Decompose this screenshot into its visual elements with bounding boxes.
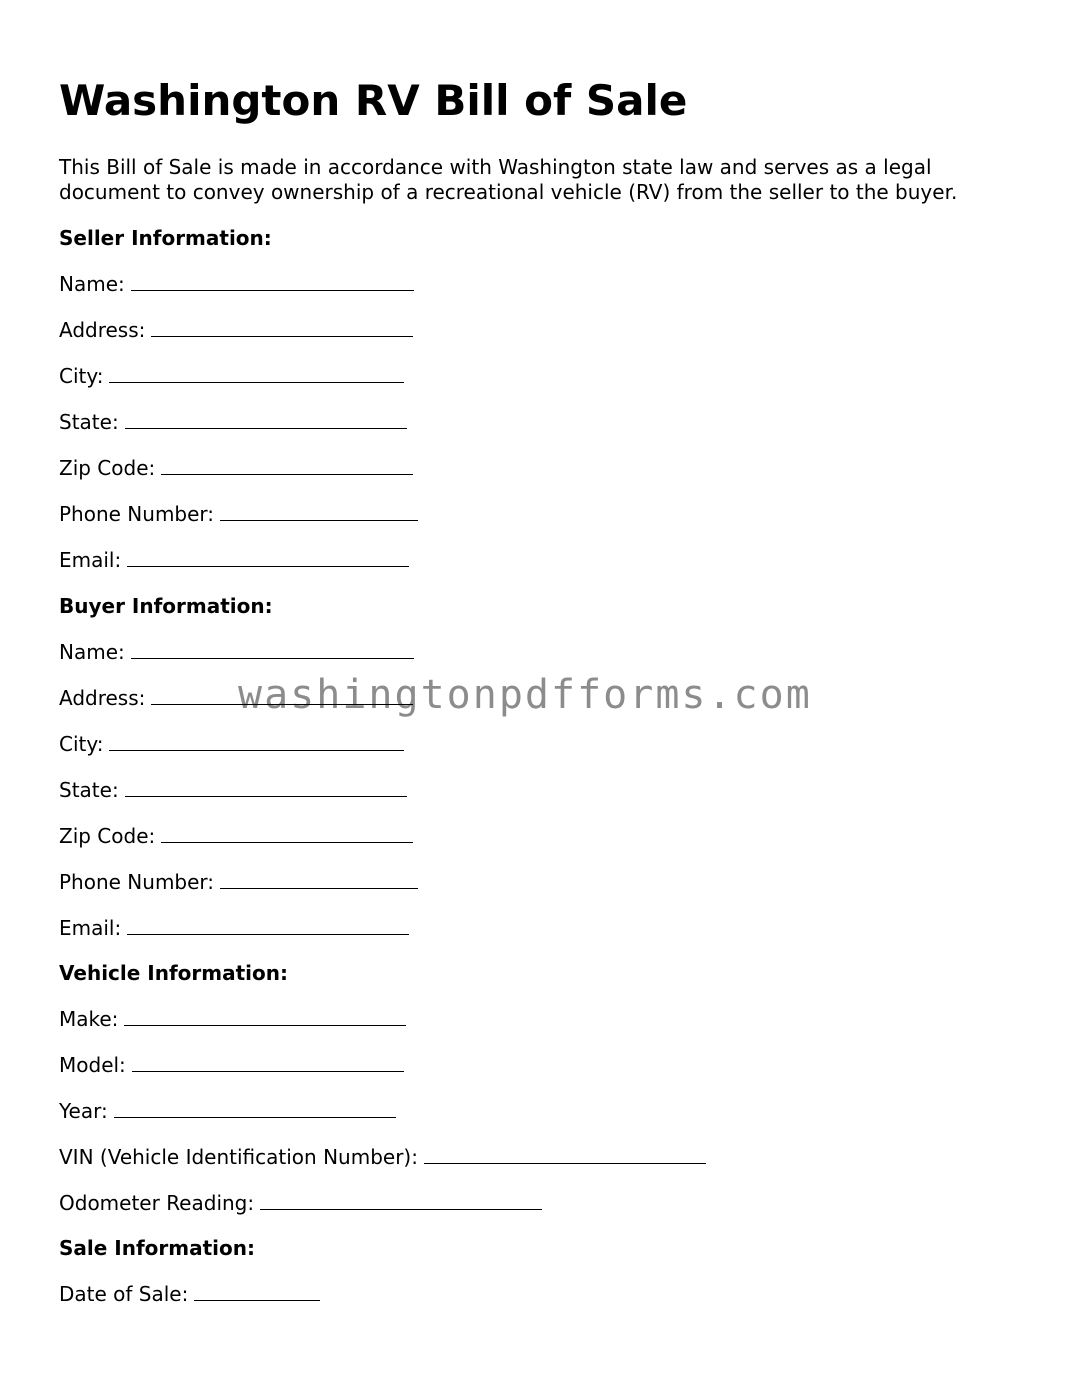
buyer-email-row	[59, 916, 409, 940]
vehicle-year-label: Year:	[59, 1099, 108, 1123]
vehicle-year-row	[59, 1099, 396, 1123]
seller-name-row	[59, 272, 414, 296]
seller-city-row	[59, 364, 404, 388]
vehicle-year-field[interactable]	[114, 1099, 396, 1118]
document-title: Washington RV Bill of Sale	[59, 76, 688, 125]
seller-email-field[interactable]	[127, 548, 409, 567]
seller-address-label: Address:	[59, 318, 146, 342]
sale-section-heading: Sale Information:	[59, 1236, 255, 1260]
vehicle-make-label: Make:	[59, 1007, 119, 1031]
buyer-state-label: State:	[59, 778, 119, 802]
seller-name-label: Name:	[59, 272, 125, 296]
buyer-address-row	[59, 686, 413, 710]
buyer-zip-label: Zip Code:	[59, 824, 156, 848]
seller-city-field[interactable]	[109, 364, 404, 383]
seller-phone-field[interactable]	[220, 502, 418, 521]
vehicle-model-label: Model:	[59, 1053, 126, 1077]
seller-state-label: State:	[59, 410, 119, 434]
buyer-city-field[interactable]	[109, 732, 404, 751]
buyer-email-label: Email:	[59, 916, 122, 940]
buyer-address-label: Address:	[59, 686, 146, 710]
sale-date-row	[59, 1282, 320, 1306]
seller-phone-row	[59, 502, 418, 526]
buyer-city-label: City:	[59, 732, 104, 756]
watermark-text: washingtonpdfforms.com	[238, 672, 812, 718]
vehicle-vin-field[interactable]	[424, 1145, 706, 1164]
sale-date-label: Date of Sale:	[59, 1282, 189, 1306]
buyer-zip-row	[59, 824, 413, 848]
seller-phone-label: Phone Number:	[59, 502, 215, 526]
vehicle-odometer-field[interactable]	[260, 1191, 542, 1210]
vehicle-odometer-row	[59, 1191, 542, 1215]
buyer-zip-field[interactable]	[161, 824, 413, 843]
seller-zip-field[interactable]	[161, 456, 413, 475]
seller-state-field[interactable]	[125, 410, 407, 429]
buyer-state-field[interactable]	[125, 778, 407, 797]
vehicle-section-heading: Vehicle Information:	[59, 961, 288, 985]
seller-name-field[interactable]	[131, 272, 414, 291]
vehicle-vin-row	[59, 1145, 706, 1169]
vehicle-make-field[interactable]	[124, 1007, 406, 1026]
buyer-phone-field[interactable]	[220, 870, 418, 889]
seller-email-label: Email:	[59, 548, 122, 572]
seller-address-row	[59, 318, 413, 342]
intro-paragraph: This Bill of Sale is made in accordance with Washington state law and serves as a legal document to convey ownership of a recreational vehicle (RV) from the seller to the buyer.	[59, 155, 958, 204]
seller-state-row	[59, 410, 407, 434]
sale-date-field[interactable]	[194, 1282, 320, 1301]
vehicle-model-row	[59, 1053, 404, 1077]
buyer-state-row	[59, 778, 407, 802]
seller-section-heading: Seller Information:	[59, 226, 272, 250]
seller-email-row	[59, 548, 409, 572]
buyer-name-row	[59, 640, 414, 664]
seller-city-label: City:	[59, 364, 104, 388]
seller-zip-label: Zip Code:	[59, 456, 156, 480]
vehicle-model-field[interactable]	[132, 1053, 404, 1072]
buyer-city-row	[59, 732, 404, 756]
buyer-name-label: Name:	[59, 640, 125, 664]
seller-zip-row	[59, 456, 413, 480]
seller-address-field[interactable]	[151, 318, 413, 337]
buyer-phone-label: Phone Number:	[59, 870, 215, 894]
buyer-section-heading: Buyer Information:	[59, 594, 273, 618]
vehicle-make-row	[59, 1007, 406, 1031]
vehicle-vin-label: VIN (Vehicle Identification Number):	[59, 1145, 418, 1169]
buyer-address-field[interactable]	[151, 686, 413, 705]
buyer-name-field[interactable]	[131, 640, 414, 659]
vehicle-odometer-label: Odometer Reading:	[59, 1191, 255, 1215]
buyer-phone-row	[59, 870, 418, 894]
buyer-email-field[interactable]	[127, 916, 409, 935]
